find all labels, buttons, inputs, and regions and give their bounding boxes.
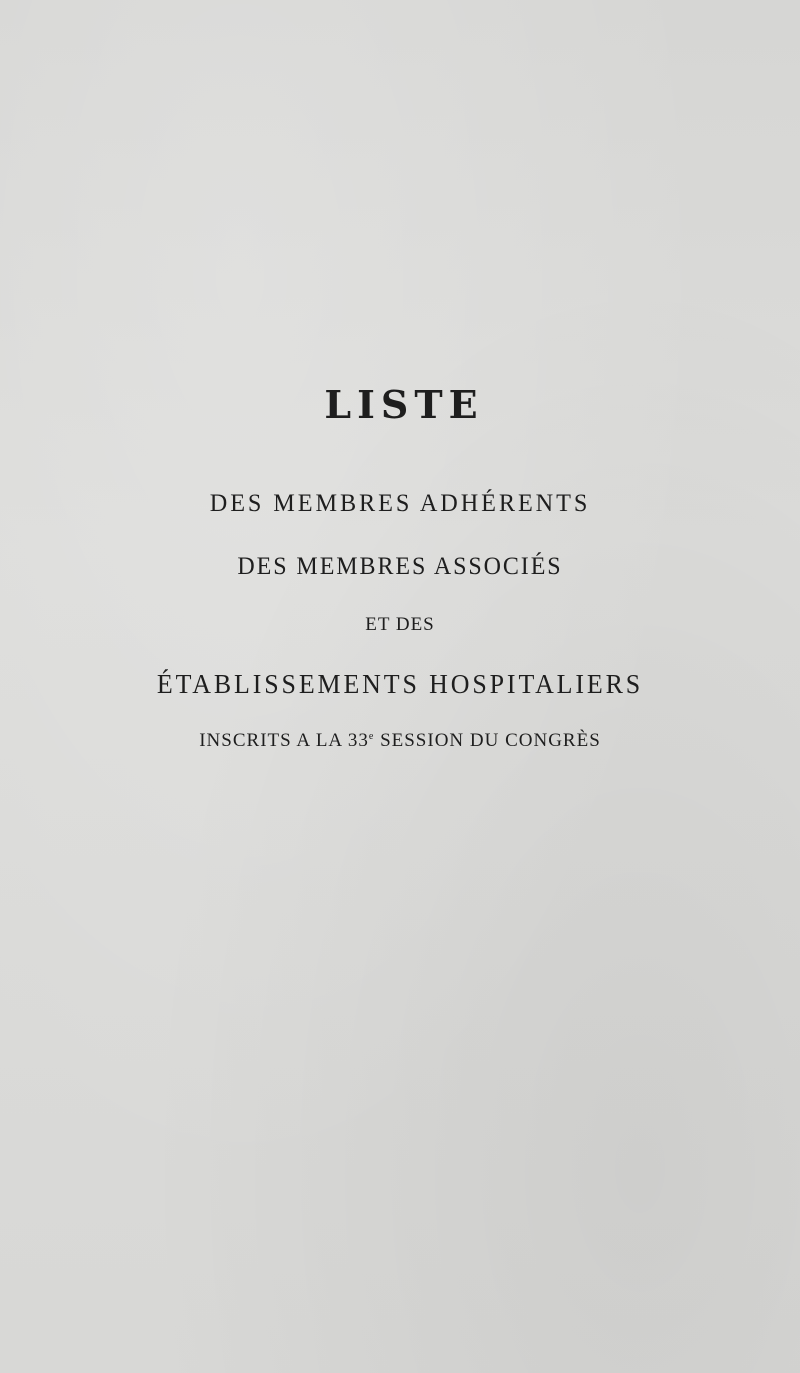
conjunction-et-des: ET DES (365, 614, 435, 635)
inscrits-text-after: SESSION DU CONGRÈS (374, 730, 601, 751)
subtitle-etablissements: ÉTABLISSEMENTS HOSPITALIERS (156, 669, 644, 699)
page-title: LISTE (324, 382, 484, 427)
inscrits-text-before: INSCRITS A LA 33 (199, 730, 369, 751)
ordinal-superscript: e (368, 731, 375, 742)
subtitle-members-adherents: DES MEMBRES ADHÉRENTS (209, 490, 591, 517)
inscrits-line (0, 730, 800, 752)
subtitle-members-associes: DES MEMBRES ASSOCIÉS (237, 553, 563, 580)
